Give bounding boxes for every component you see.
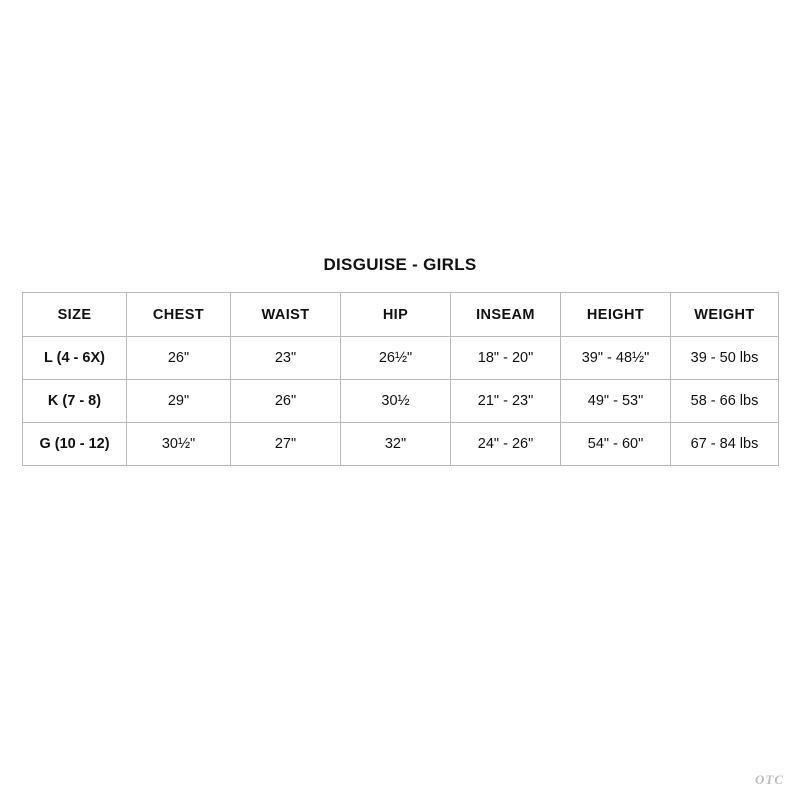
table-row xyxy=(23,423,779,466)
cell-height: 54" - 60" xyxy=(561,423,671,466)
column-header-inseam: INSEAM xyxy=(451,293,561,337)
cell-chest: 29" xyxy=(127,380,231,423)
cell-waist: 23" xyxy=(231,337,341,380)
table-header-row xyxy=(23,293,779,337)
cell-size: K (7 - 8) xyxy=(23,380,127,423)
page-title: DISGUISE - GIRLS xyxy=(323,255,477,274)
cell-waist: 26" xyxy=(231,380,341,423)
column-header-height: HEIGHT xyxy=(561,293,671,337)
cell-height: 49" - 53" xyxy=(561,380,671,423)
cell-waist: 27" xyxy=(231,423,341,466)
cell-size: G (10 - 12) xyxy=(23,423,127,466)
cell-weight: 39 - 50 lbs xyxy=(671,337,779,380)
cell-weight: 58 - 66 lbs xyxy=(671,380,779,423)
size-chart-table xyxy=(22,292,779,466)
cell-height: 39" - 48½" xyxy=(561,337,671,380)
watermark-text: OTC xyxy=(755,772,784,787)
cell-hip: 32" xyxy=(341,423,451,466)
cell-weight: 67 - 84 lbs xyxy=(671,423,779,466)
cell-chest: 26" xyxy=(127,337,231,380)
cell-inseam: 18" - 20" xyxy=(451,337,561,380)
table-row xyxy=(23,380,779,423)
cell-hip: 26½" xyxy=(341,337,451,380)
cell-hip: 30½ xyxy=(341,380,451,423)
cell-size: L (4 - 6X) xyxy=(23,337,127,380)
cell-inseam: 21" - 23" xyxy=(451,380,561,423)
column-header-hip: HIP xyxy=(341,293,451,337)
column-header-weight: WEIGHT xyxy=(671,293,779,337)
table-row xyxy=(23,337,779,380)
cell-chest: 30½" xyxy=(127,423,231,466)
cell-inseam: 24" - 26" xyxy=(451,423,561,466)
column-header-chest: CHEST xyxy=(127,293,231,337)
column-header-waist: WAIST xyxy=(231,293,341,337)
column-header-size: SIZE xyxy=(23,293,127,337)
